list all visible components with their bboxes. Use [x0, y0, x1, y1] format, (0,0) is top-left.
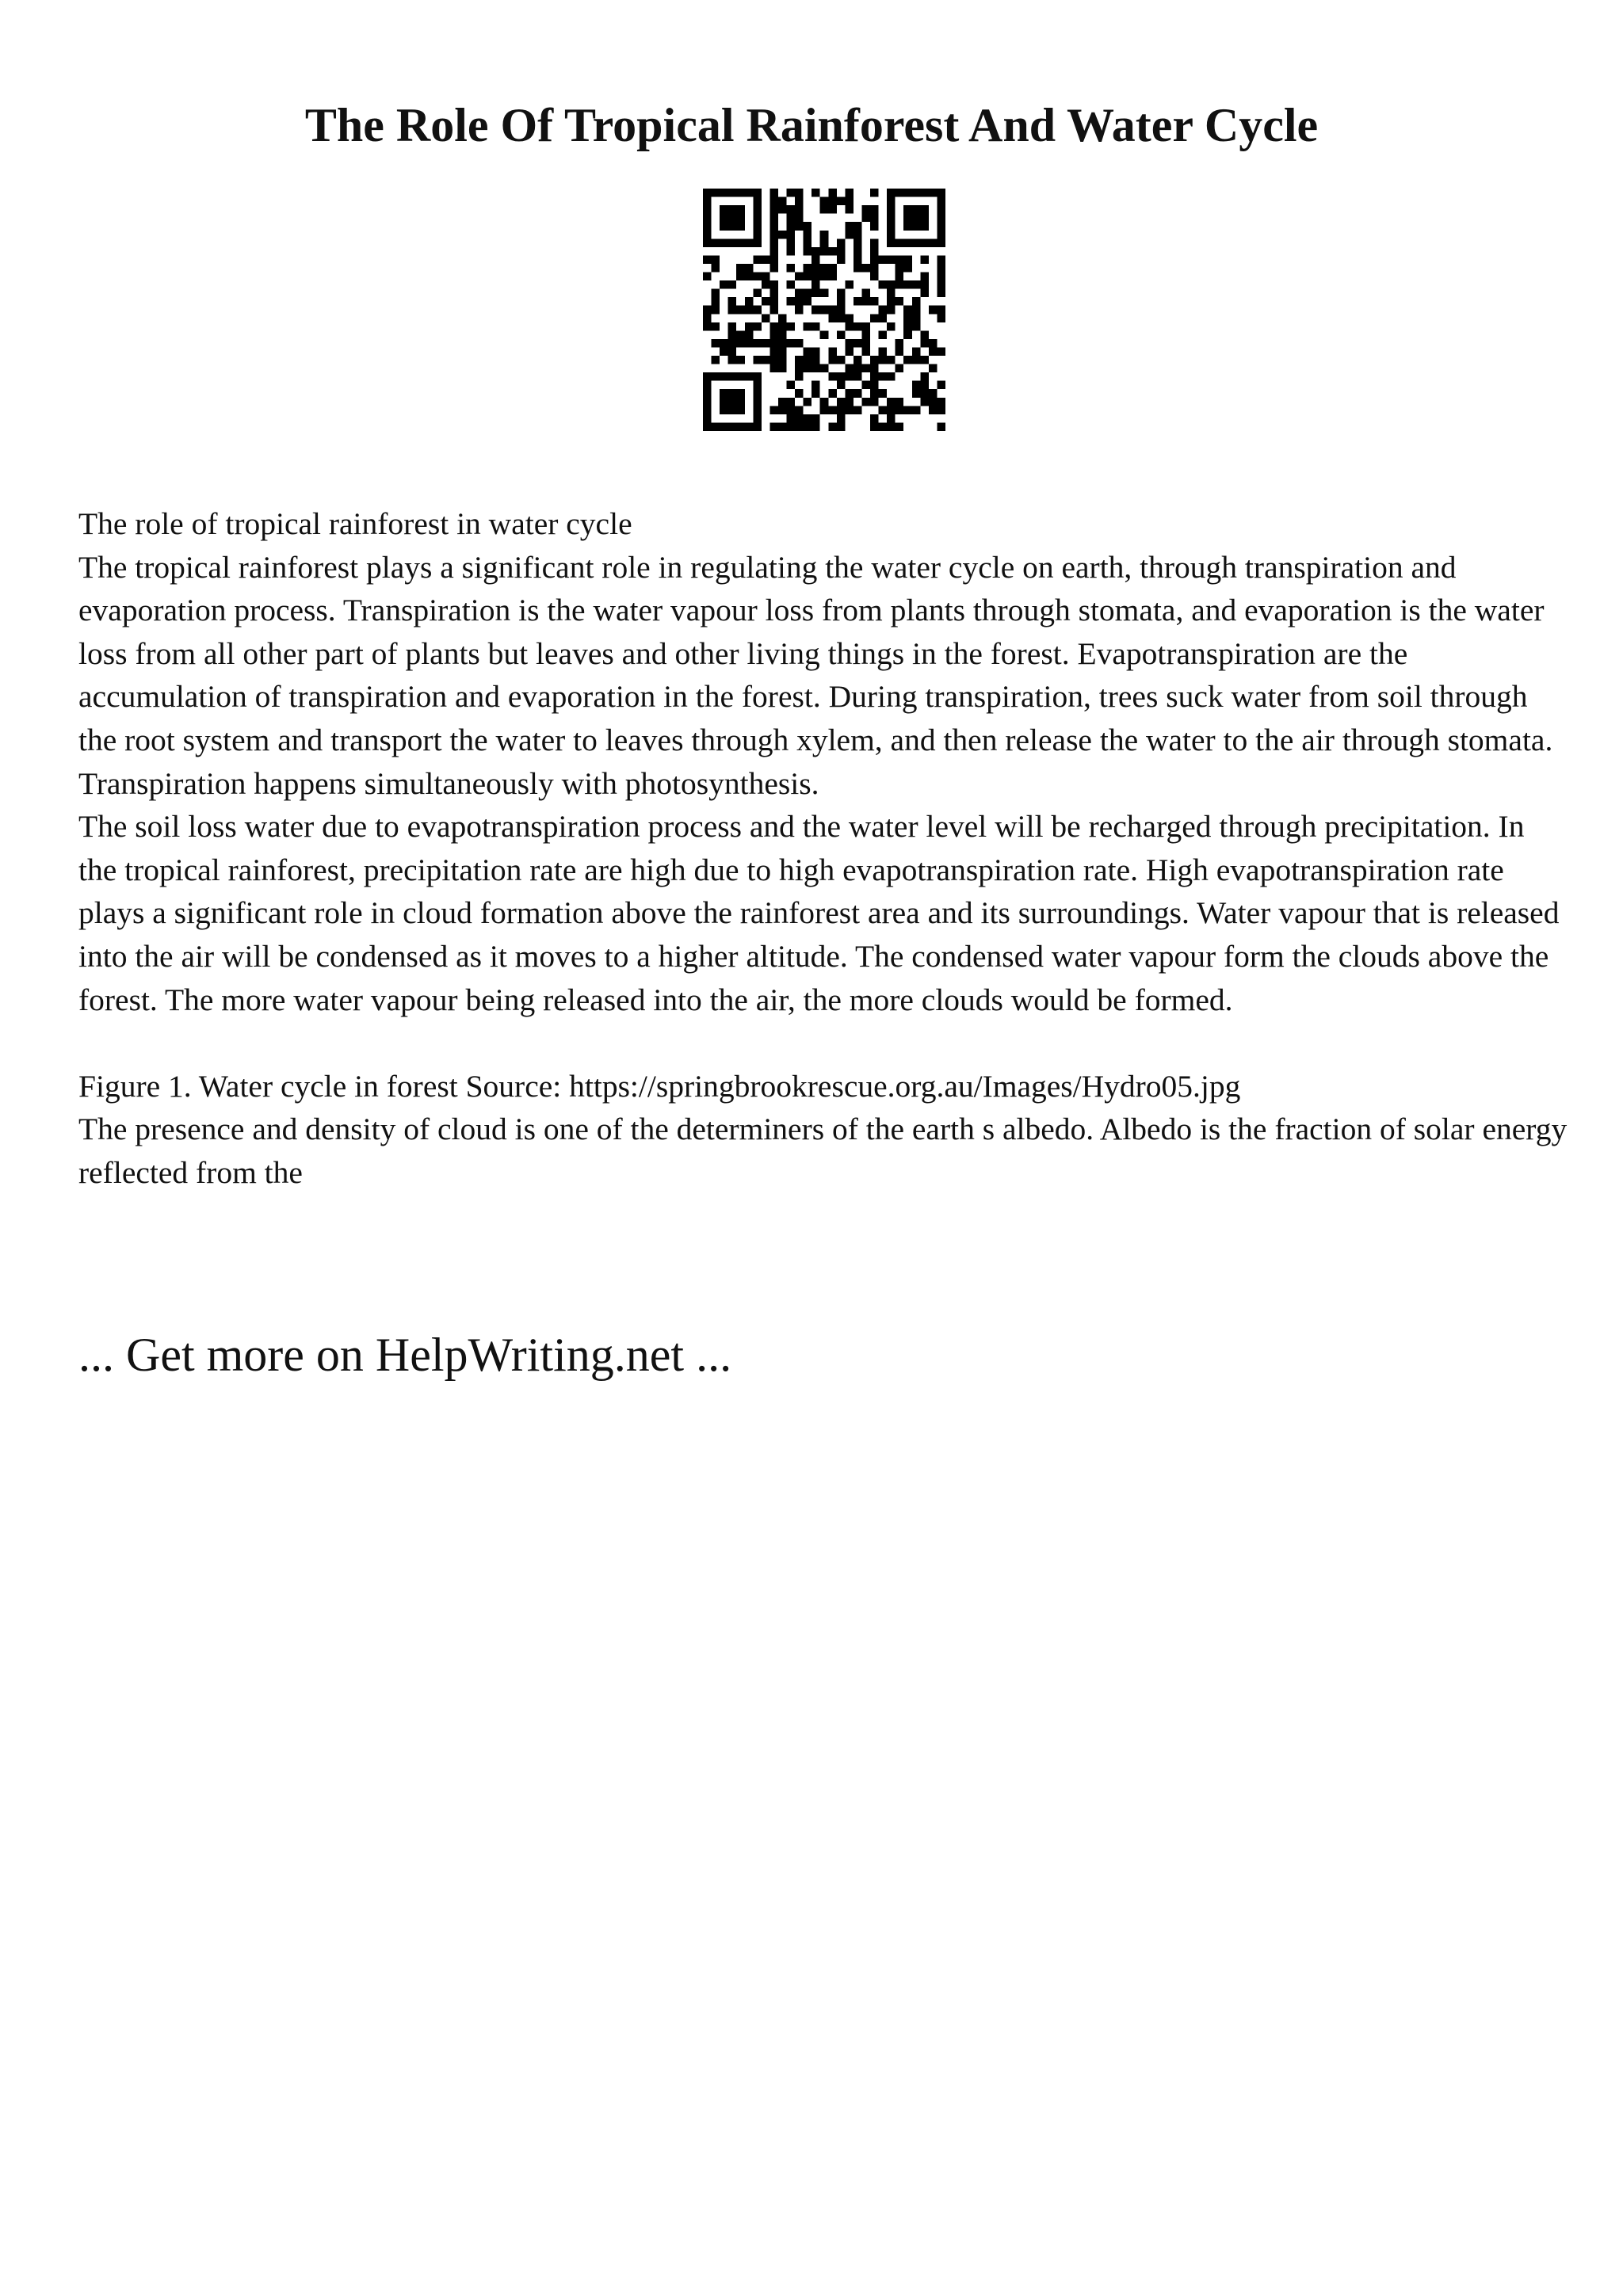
- paragraph-transpiration: The tropical rainforest plays a significant role in regulating the water cycle on earth, through transpiration and evaporation process. Transpiration is the water vapour loss from plants through stomata, and evaporation is the water loss from all other part of plants but leaves and other living things in the forest. Evapotranspiration are the accumulation of transpiration and evaporation in the forest. During transpiration, trees suck water from soil through the root system and transport the water to leaves through xylem, and then release the water to the air through stomata. Transpiration happens simultaneously with photosynthesis.: [78, 549, 1553, 801]
- paragraph-precipitation: The soil loss water due to evapotranspiration process and the water level will be recharged through precipitation. In the tropical rainforest, precipitation rate are high due to high evapotranspiration rate. High evapotranspiration rate plays a significant role in cloud formation above the rainforest area and its surroundings. Water vapour that is released into the air will be condensed as it moves to a higher altitude. The condensed water vapour form the clouds above the forest. The more water vapour being released into the air, the more clouds would be formed.: [78, 809, 1560, 1017]
- get-more-link[interactable]: ... Get more on HelpWriting.net ...: [78, 1329, 732, 1381]
- section-heading: The role of tropical rainforest in water cycle: [78, 506, 632, 541]
- qr-code-image: [703, 189, 945, 431]
- document-body: [78, 502, 1568, 1195]
- document-title: The Role Of Tropical Rainforest And Water Cycle: [304, 99, 1319, 151]
- paragraph-albedo: The presence and density of cloud is one of the determiners of the earth s albedo. Albedo is the fraction of solar energy reflected from the: [78, 1112, 1568, 1190]
- paragraph-gap: [78, 1021, 1568, 1065]
- qr-code: [703, 189, 945, 431]
- figure-caption: Figure 1. Water cycle in forest Source: https://springbrookrescue.org.au/Images/Hydro05.jpg: [78, 1068, 1241, 1104]
